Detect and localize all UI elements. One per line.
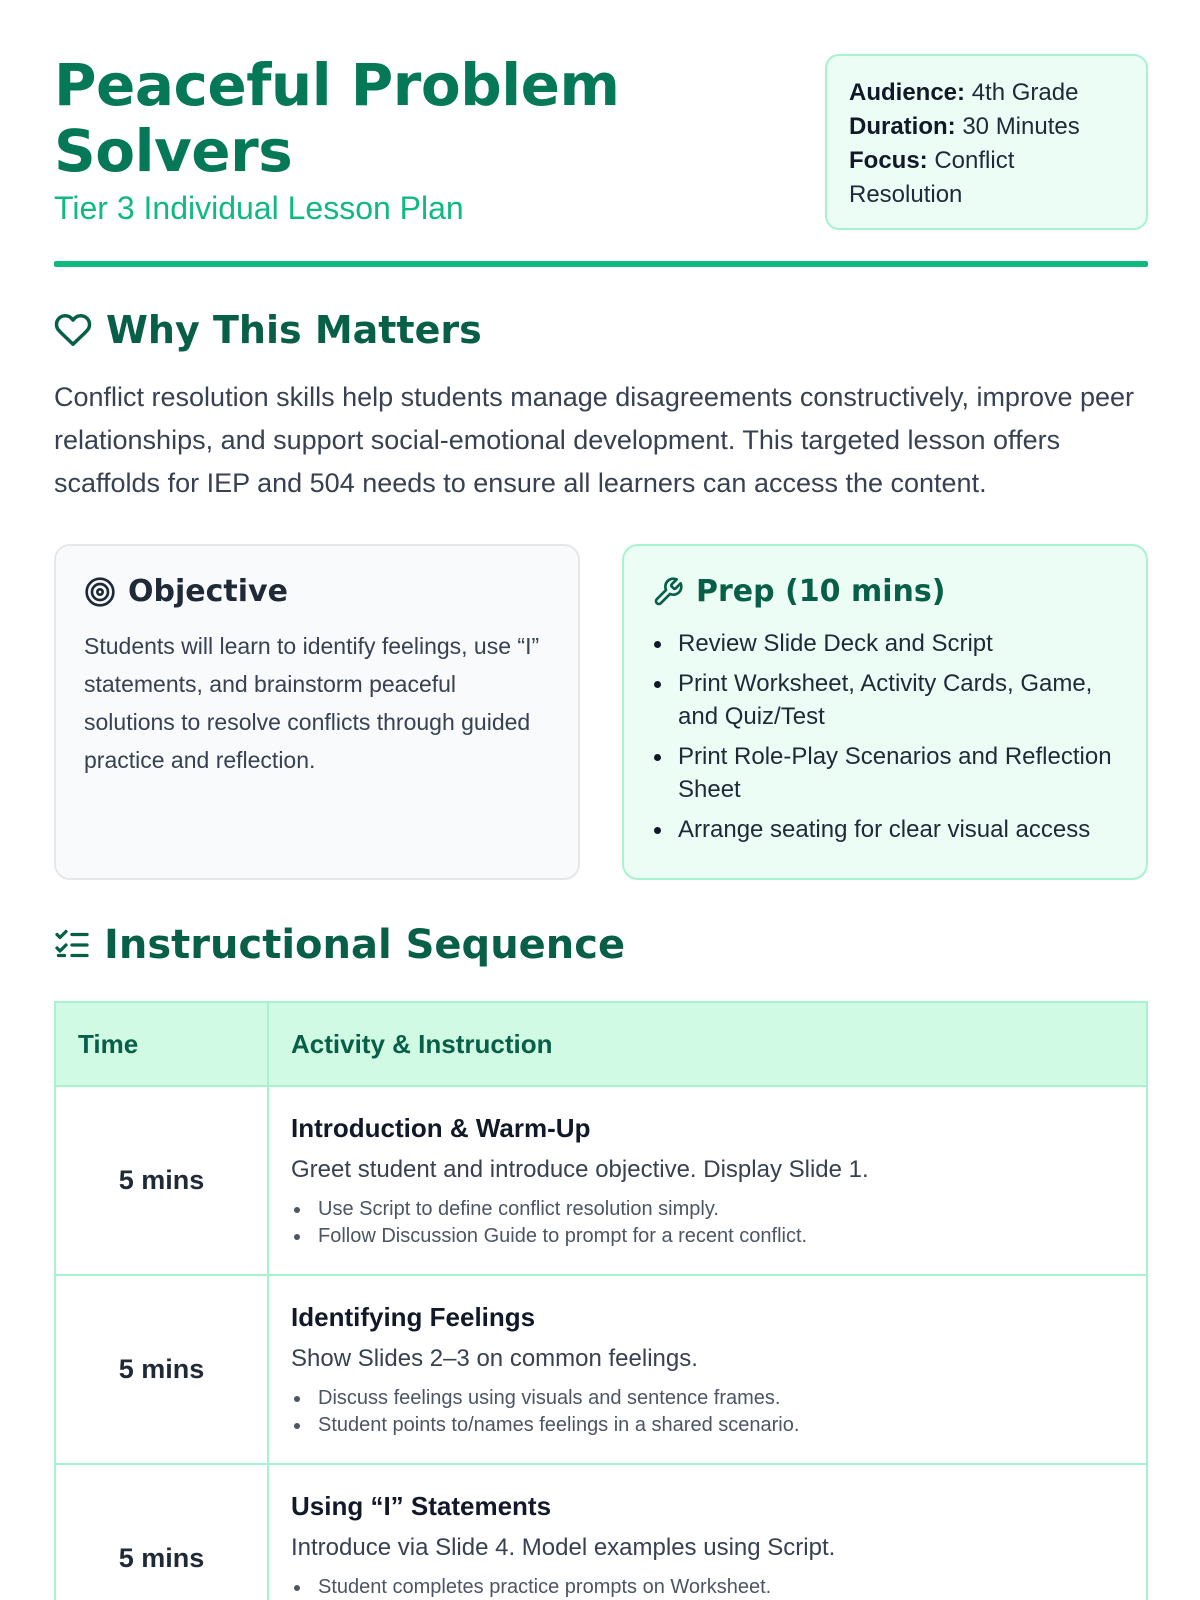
prep-card bbox=[622, 544, 1148, 880]
lesson-meta-box bbox=[825, 54, 1148, 230]
row-time: 5 mins bbox=[56, 1465, 269, 1600]
objective-card bbox=[54, 544, 580, 880]
list-item: Discuss feelings using visuals and sentence frames. bbox=[291, 1385, 1124, 1412]
why-heading: Why This Matters bbox=[54, 308, 482, 352]
activity-notes bbox=[291, 1385, 1124, 1439]
row-activity bbox=[269, 1087, 1146, 1274]
row-activity bbox=[269, 1276, 1146, 1463]
header bbox=[54, 0, 1148, 268]
prep-list bbox=[652, 627, 1118, 846]
activity-notes bbox=[291, 1574, 1124, 1600]
activity-title: Introduction & Warm-Up bbox=[291, 1113, 591, 1143]
activity-title: Using “I” Statements bbox=[291, 1491, 552, 1521]
list-item: Student completes practice prompts on Worksheet. bbox=[291, 1574, 1124, 1600]
sequence-heading: Instructional Sequence bbox=[54, 922, 625, 968]
row-activity bbox=[269, 1465, 1146, 1600]
activity-notes bbox=[291, 1196, 1124, 1250]
list-item: Print Role-Play Scenarios and Reflection Sheet bbox=[652, 740, 1118, 806]
activity-description: Show Slides 2–3 on common feelings. bbox=[291, 1345, 698, 1372]
table-row bbox=[56, 1463, 1146, 1600]
row-time: 5 mins bbox=[56, 1276, 269, 1463]
page-title: Peaceful Problem Solvers bbox=[54, 51, 620, 185]
heart-icon bbox=[54, 311, 92, 349]
list-item: Follow Discussion Guide to prompt for a recent conflict. bbox=[291, 1223, 1124, 1250]
list-item: Use Script to define conflict resolution simply. bbox=[291, 1196, 1124, 1223]
sequence-table bbox=[54, 1001, 1148, 1600]
objective-text: Students will learn to identify feelings, use “I” statements, and brainstorm peaceful solutions to resolve conflicts through guided practice and reflection. bbox=[84, 633, 540, 773]
why-text: Conflict resolution skills help students manage disagreements constructively, improve peer relationships, and support social-emotional development. This targeted lesson offers scaffolds for IEP and 504 needs to ensure all learners can access the content. bbox=[54, 382, 1135, 498]
column-header-activity: Activity & Instruction bbox=[291, 1028, 553, 1059]
meta-duration: Duration: 30 Minutes bbox=[849, 113, 1080, 140]
prep-heading: Prep (10 mins) bbox=[652, 574, 1118, 609]
lesson-plan-page bbox=[54, 0, 1148, 1598]
meta-audience: Audience: 4th Grade bbox=[849, 79, 1079, 106]
activity-title: Identifying Feelings bbox=[291, 1302, 536, 1332]
column-header-time: Time bbox=[56, 1003, 269, 1085]
wrench-icon bbox=[652, 576, 684, 608]
activity-description: Introduce via Slide 4. Model examples using Script. bbox=[291, 1534, 836, 1561]
checklist-icon bbox=[54, 927, 90, 963]
table-header-row bbox=[56, 1003, 1146, 1085]
table-row bbox=[56, 1274, 1146, 1463]
list-item: Review Slide Deck and Script bbox=[652, 627, 1118, 660]
meta-focus: Focus: Conflict Resolution bbox=[849, 147, 1015, 208]
header-divider bbox=[54, 261, 1148, 267]
objective-heading: Objective bbox=[84, 574, 550, 609]
target-icon bbox=[84, 576, 116, 608]
list-item: Student points to/names feelings in a shared scenario. bbox=[291, 1412, 1124, 1439]
list-item: Arrange seating for clear visual access bbox=[652, 813, 1118, 846]
activity-description: Greet student and introduce objective. Display Slide 1. bbox=[291, 1156, 869, 1183]
list-item: Print Worksheet, Activity Cards, Game, and Quiz/Test bbox=[652, 667, 1118, 733]
page-subtitle: Tier 3 Individual Lesson Plan bbox=[54, 190, 464, 226]
table-row bbox=[56, 1085, 1146, 1274]
row-time: 5 mins bbox=[56, 1087, 269, 1274]
